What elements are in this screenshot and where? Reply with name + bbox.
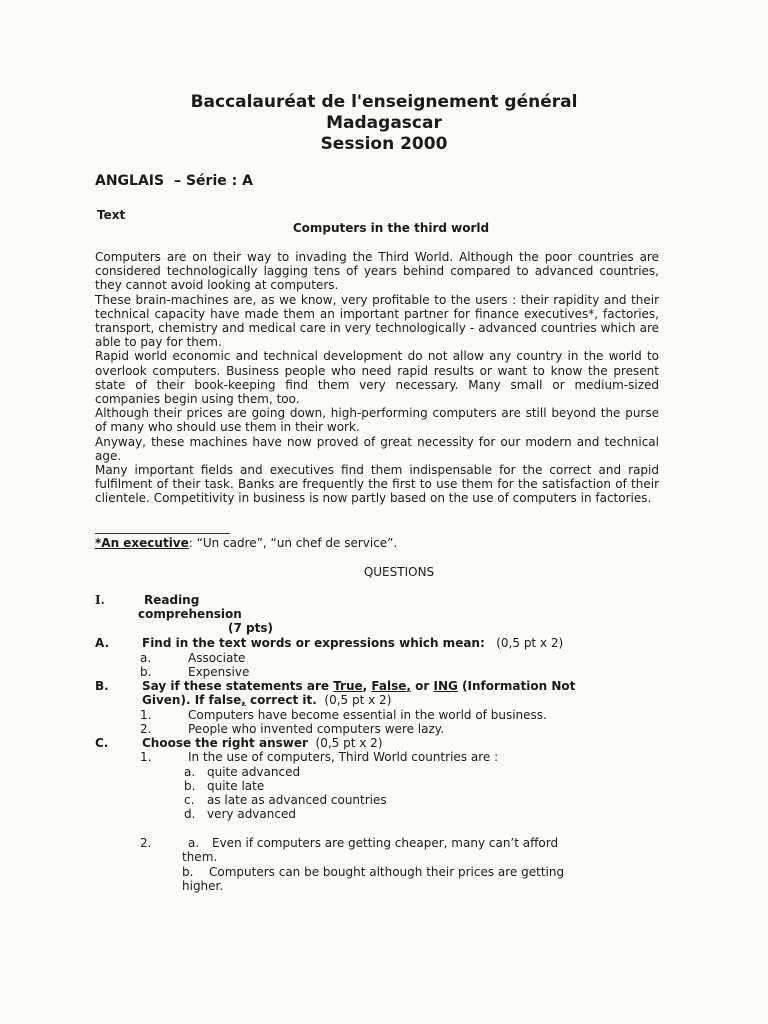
part-a-score: (0,5 pt x 2) [496,636,564,650]
text-label: Text [97,208,126,222]
part-b-instruction-end: (Information Not [457,679,576,693]
part-c-instruction-line [142,736,383,750]
option-marker: b. [182,865,194,879]
subject-series: – Série : A [174,173,253,189]
exam-session: Session 2000 [320,134,448,154]
option-marker: c. [184,793,195,807]
part-b-instruction-line2 [142,693,391,707]
option-marker: a. [184,765,196,779]
passage-paragraph: Many important fields and executives find them indispensable for the correct and rapid fulfilment of their task. Banks are frequently the first to use them for the satisfaction of their clientele. Competitivity in business is now partly based on the use of computers in factories. [95,463,659,506]
question-marker: 2. [140,836,152,850]
part-b-score: (0,5 pt x 2) [324,693,392,707]
list-item-marker: b. [140,665,152,679]
questions-heading: QUESTIONS [363,565,435,579]
option-text: quite advanced [207,765,301,779]
passage-paragraph: These brain-machines are, as we know, very profitable to the users : their rapidity and their technical capacity have made them an important partner for finance executives*, factories, transport, chemistry and medical care in very technologically - advanced countries which are able to pay for them. [95,292,659,350]
exam-header [0,92,768,155]
option-text: Computers can be bought although their prices are getting [209,865,565,879]
exam-country: Madagascar [326,113,442,133]
part-b-instruction [142,679,575,693]
part-c-score: (0,5 pt x 2) [315,736,383,750]
ing-word: ING [433,679,458,693]
footnote-term: *An executive [95,536,189,550]
passage-paragraph: Although their prices are going down, high-performing computers are still beyond the purse of many who should use them in their work. [95,406,659,435]
section-title-cont: comprehension [138,607,242,621]
option-text-cont: them. [182,850,218,864]
part-a-instruction-line [142,636,563,650]
section-numeral: I. [95,593,105,607]
question-text: In the use of computers, Third World countries are : [188,750,499,764]
list-item-marker: a. [140,651,152,665]
part-b-line2-start: Given). If false [142,693,242,707]
false-word: False [371,679,407,693]
option-text: very advanced [207,807,296,821]
list-item-marker: 1. [140,708,152,722]
separator: , [406,679,411,693]
or-word: or [410,679,434,693]
option-marker: b. [184,779,196,793]
part-b-instruction-text: Say if these statements are [142,679,334,693]
text-title: Computers in the third world [292,221,490,235]
passage-paragraph: Computers are on their way to invading the Third World. Although the poor countries are considered technologically lagging tens of years behind compared to advanced countries, they cannot avoid looking at computers. [95,250,659,293]
part-a-letter: A. [95,636,110,650]
part-c-instruction: Choose the right answer [142,736,308,750]
option-marker: d. [184,807,196,821]
option-text: Even if computers are getting cheaper, many can’t afford [212,836,559,850]
exam-title: Baccalauréat de l'enseignement général [190,92,578,112]
option-marker: a. [188,836,200,850]
list-item: Computers have become essential in the world of business. [188,708,547,722]
part-b-letter: B. [95,679,109,693]
passage-paragraph: Anyway, these machines have now proved of great necessity for our modern and technical age. [95,434,659,463]
footnote-divider [95,533,230,534]
option-text: quite late [207,779,265,793]
subject-line [95,173,253,189]
list-item: Associate [188,651,246,665]
separator: , [362,679,372,693]
list-item: People who invented computers were lazy. [188,722,445,736]
footnote-definition: : “Un cadre”, “un chef de service”. [188,536,398,550]
question-marker: 1. [140,750,152,764]
part-a-instruction: Find in the text words or expressions which mean: [142,636,485,650]
section-title: Reading [144,593,200,607]
reading-passage [95,250,659,506]
option-text: as late as advanced countries [207,793,387,807]
part-c-letter: C. [95,736,109,750]
list-item-marker: 2. [140,722,152,736]
option-text-cont: higher. [182,879,224,893]
list-item: Expensive [188,665,250,679]
passage-paragraph: Rapid world economic and technical development do not allow any country in the world to overlook computers. Business people who need rapid results or want to know the present state of their book-keeping find them very necessary. Many small or medium-sized companies begin using them, too. [95,349,659,407]
separator: , [241,693,246,707]
section-points: (7 pts) [228,621,273,635]
footnote [95,536,397,550]
true-word: True [333,679,363,693]
part-b-line2-end: correct it. [245,693,317,707]
subject-name: ANGLAIS [95,173,165,189]
